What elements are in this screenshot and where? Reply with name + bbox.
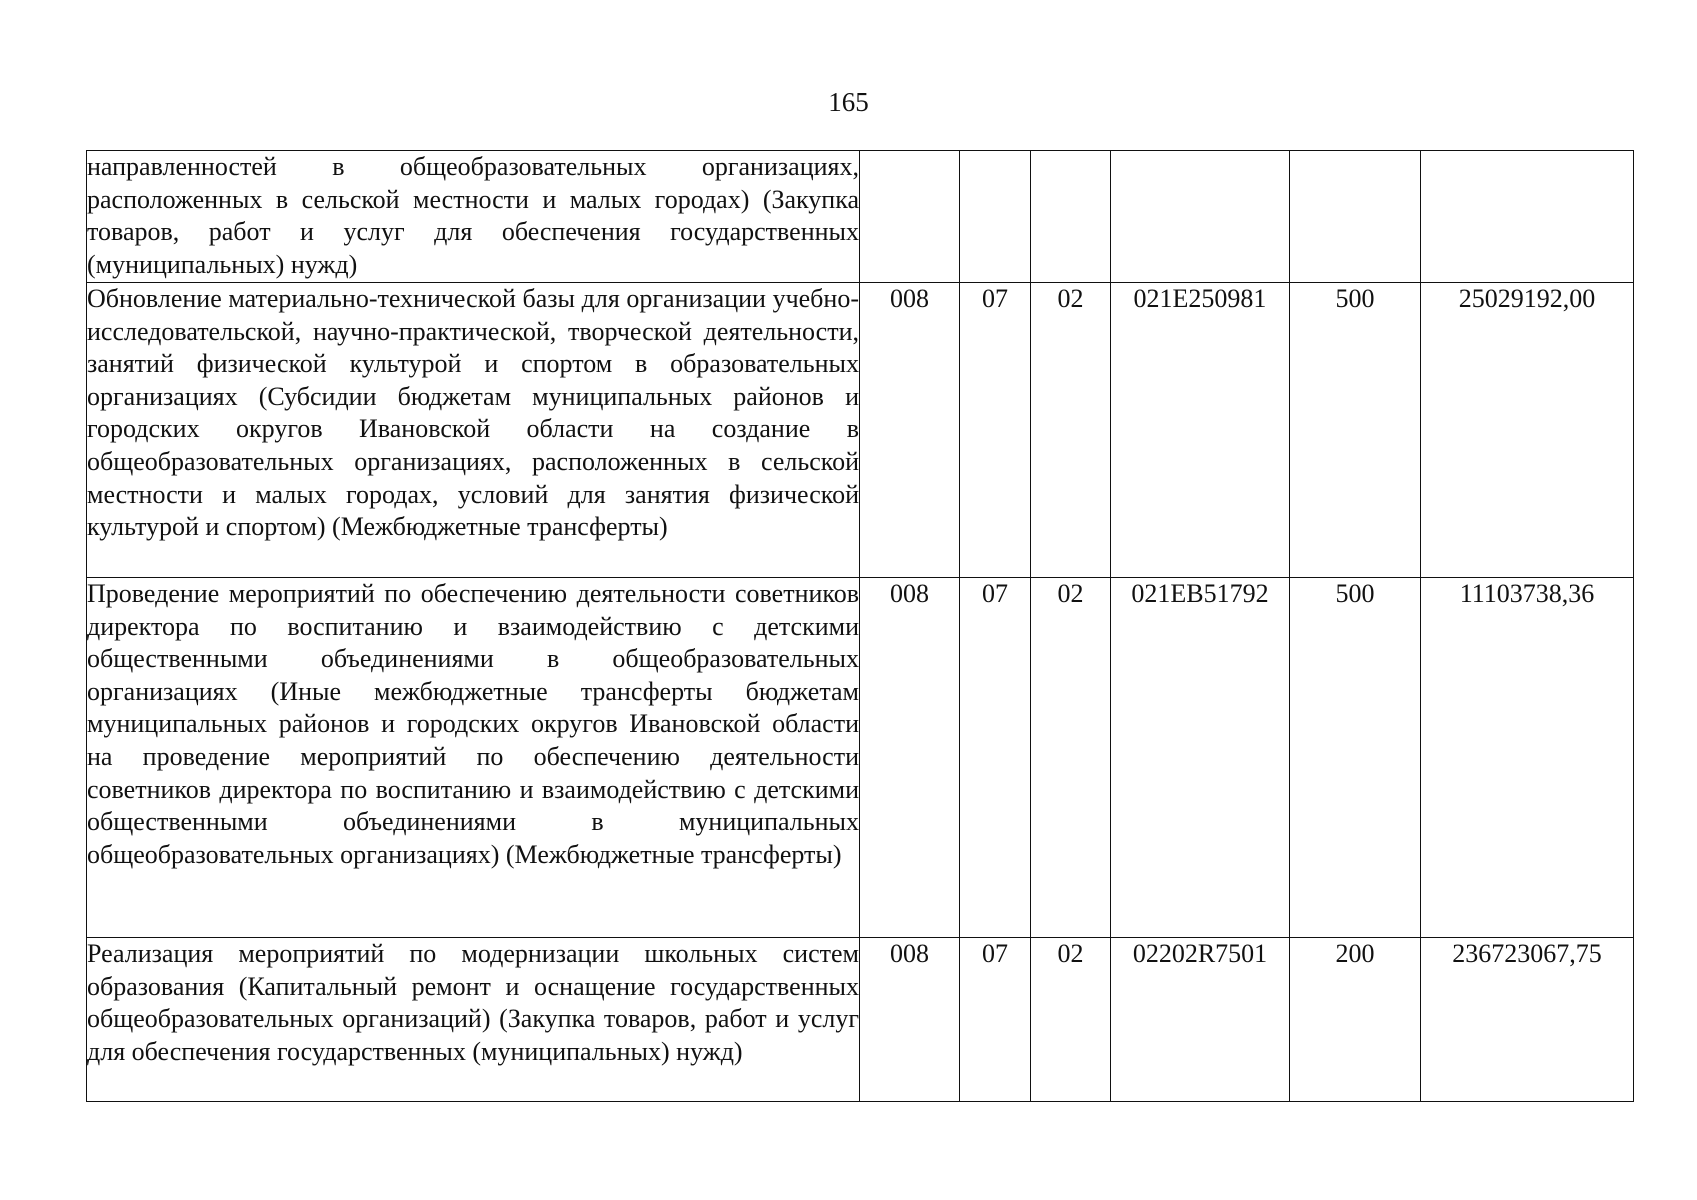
- row-amount: [1421, 151, 1634, 283]
- row-grbs-code: 008: [860, 283, 960, 578]
- row-grbs-code: 008: [860, 938, 960, 1102]
- row-subsection-code: 02: [1031, 283, 1111, 578]
- row-target-article-code: 02202R7501: [1111, 938, 1290, 1102]
- row-description: Реализация мероприятий по модернизации школьных систем образования (Капитальный ремонт и оснащение государственных общеобразовательных организаций) (Закупка товаров, работ и услуг для обеспечения государственных (муниципальных) нужд): [87, 938, 860, 1102]
- row-target-article-code: 021EB51792: [1111, 578, 1290, 938]
- row-grbs-code: 008: [860, 578, 960, 938]
- page-number: 165: [828, 87, 869, 117]
- table-row: [87, 283, 1634, 578]
- row-target-article-code: 021E250981: [1111, 283, 1290, 578]
- row-section-code: [960, 151, 1031, 283]
- row-amount: 25029192,00: [1421, 283, 1634, 578]
- budget-table: [86, 150, 1634, 1102]
- row-subsection-code: [1031, 151, 1111, 283]
- row-subsection-code: 02: [1031, 938, 1111, 1102]
- table-row: [87, 151, 1634, 283]
- row-expense-type-code: 500: [1290, 283, 1421, 578]
- row-section-code: 07: [960, 283, 1031, 578]
- row-description: Проведение мероприятий по обеспечению деятельности советников директора по воспитанию и взаимодействию с детскими общественными объединениями в общеобразовательных организациях (Иные межбюджетные трансферты бюджетам муниципальных районов и городских округов Ивановской области на проведение мероприятий по обеспечению деятельности советников директора по воспитанию и взаимодействию с детскими общественными объединениями в муниципальных общеобразовательных организациях) (Межбюджетные трансферты): [87, 578, 860, 938]
- row-amount: 236723067,75: [1421, 938, 1634, 1102]
- row-target-article-code: [1111, 151, 1290, 283]
- row-section-code: 07: [960, 938, 1031, 1102]
- row-amount: 11103738,36: [1421, 578, 1634, 938]
- row-expense-type-code: 500: [1290, 578, 1421, 938]
- row-grbs-code: [860, 151, 960, 283]
- table-row: [87, 938, 1634, 1102]
- row-expense-type-code: [1290, 151, 1421, 283]
- row-expense-type-code: 200: [1290, 938, 1421, 1102]
- row-description: направленностей в общеобразовательных организациях, расположенных в сельской местности и малых городах) (Закупка товаров, работ и услуг для обеспечения государственных (муниципальных) нужд): [87, 151, 860, 283]
- row-description: Обновление материально-технической базы для организации учебно-исследовательской, научно-практической, творческой деятельности, занятий физической культурой и спортом в образовательных организациях (Субсидии бюджетам муниципальных районов и городских округов Ивановской области на создание в общеобразовательных организациях, расположенных в сельской местности и малых городах, условий для занятия физической культурой и спортом) (Межбюджетные трансферты): [87, 283, 860, 578]
- row-section-code: 07: [960, 578, 1031, 938]
- table-row: [87, 578, 1634, 938]
- row-subsection-code: 02: [1031, 578, 1111, 938]
